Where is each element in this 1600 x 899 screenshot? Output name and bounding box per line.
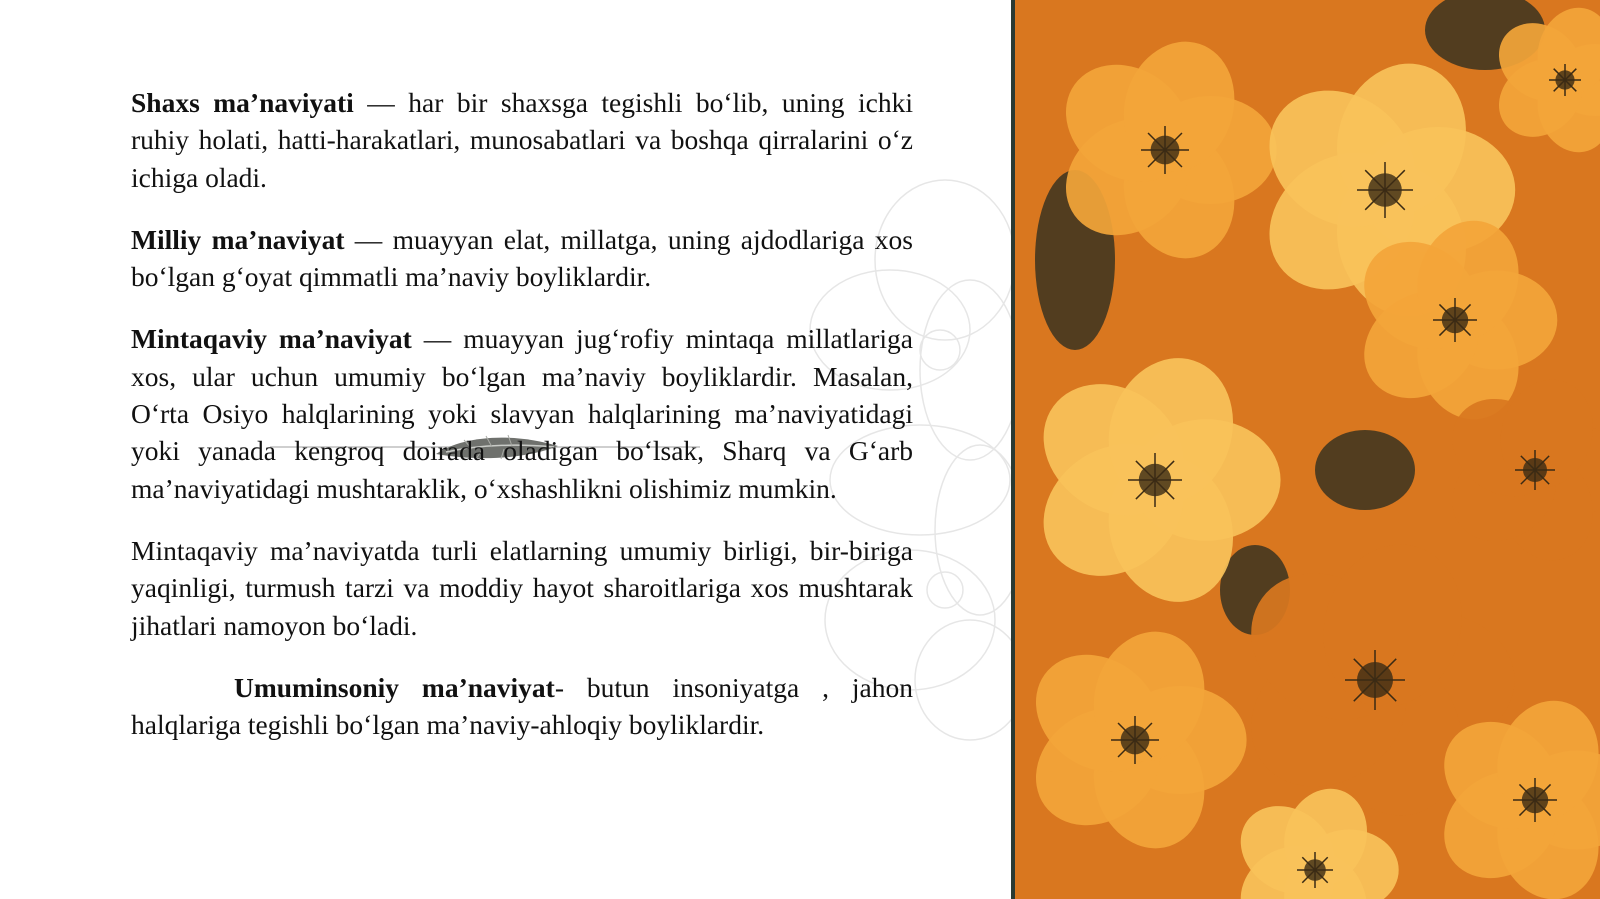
paragraph-text: - butun insoniyatga , jahon halqlariga tegishli bo‘lgan ma’naviy-ahloqiy boyliklardir. xyxy=(131,671,914,741)
paragraph-shaxs xyxy=(131,84,913,196)
term-label: Milliy ma’naviyat xyxy=(131,223,345,255)
paragraph-text: — muayyan elat, millatga, uning ajdodlariga xos bo‘lgan g‘oyat qimmatli ma’naviy boyliklardir. xyxy=(131,223,913,293)
orange-poppy-flowers-photo xyxy=(1015,0,1600,899)
paragraph-text: Mintaqaviy ma’naviyatda turli elatlarning umumiy birligi, bir-biriga yaqinligi, turmush tarzi va moddiy hayot sharoitlariga xos mushtarak jihatlari namoyon bo‘ladi. xyxy=(131,534,913,641)
paragraph-mintaqaviy xyxy=(131,320,913,506)
paragraph-umuminsoniy xyxy=(131,669,913,744)
paragraph-mintaqaviy-detail xyxy=(131,532,913,644)
term-label: Shaxs ma’naviyati xyxy=(131,87,354,118)
term-label: Mintaqaviy ma’naviyat xyxy=(131,323,412,355)
term-label: Umuminsoniy ma’naviyat xyxy=(234,671,555,703)
photo-panel xyxy=(1011,0,1600,899)
paragraph-text: — muayyan jug‘rofiy mintaqa millatlariga xos, ular uchun umumiy bo‘lgan ma’naviy boyliklardir. Masalan, O‘rta Osiyo halqlarining yoki slavyan halqlarining ma’naviyatidagi yoki yanada kengroq doirada oladigan bo‘lsak, Sharq va G‘arb ma’naviyatidagi mushtaraklik, o‘xshashlikni olishimiz mumkin. xyxy=(131,323,913,504)
text-body xyxy=(131,84,913,768)
paragraph-milliy xyxy=(131,221,913,296)
paragraph-text: — har bir shaxsga tegishli bo‘lib, uning ichki ruhiy holati, hatti-harakatlari, munosabatlari va boshqa qirralarini o‘z ichiga oladi. xyxy=(131,87,913,193)
